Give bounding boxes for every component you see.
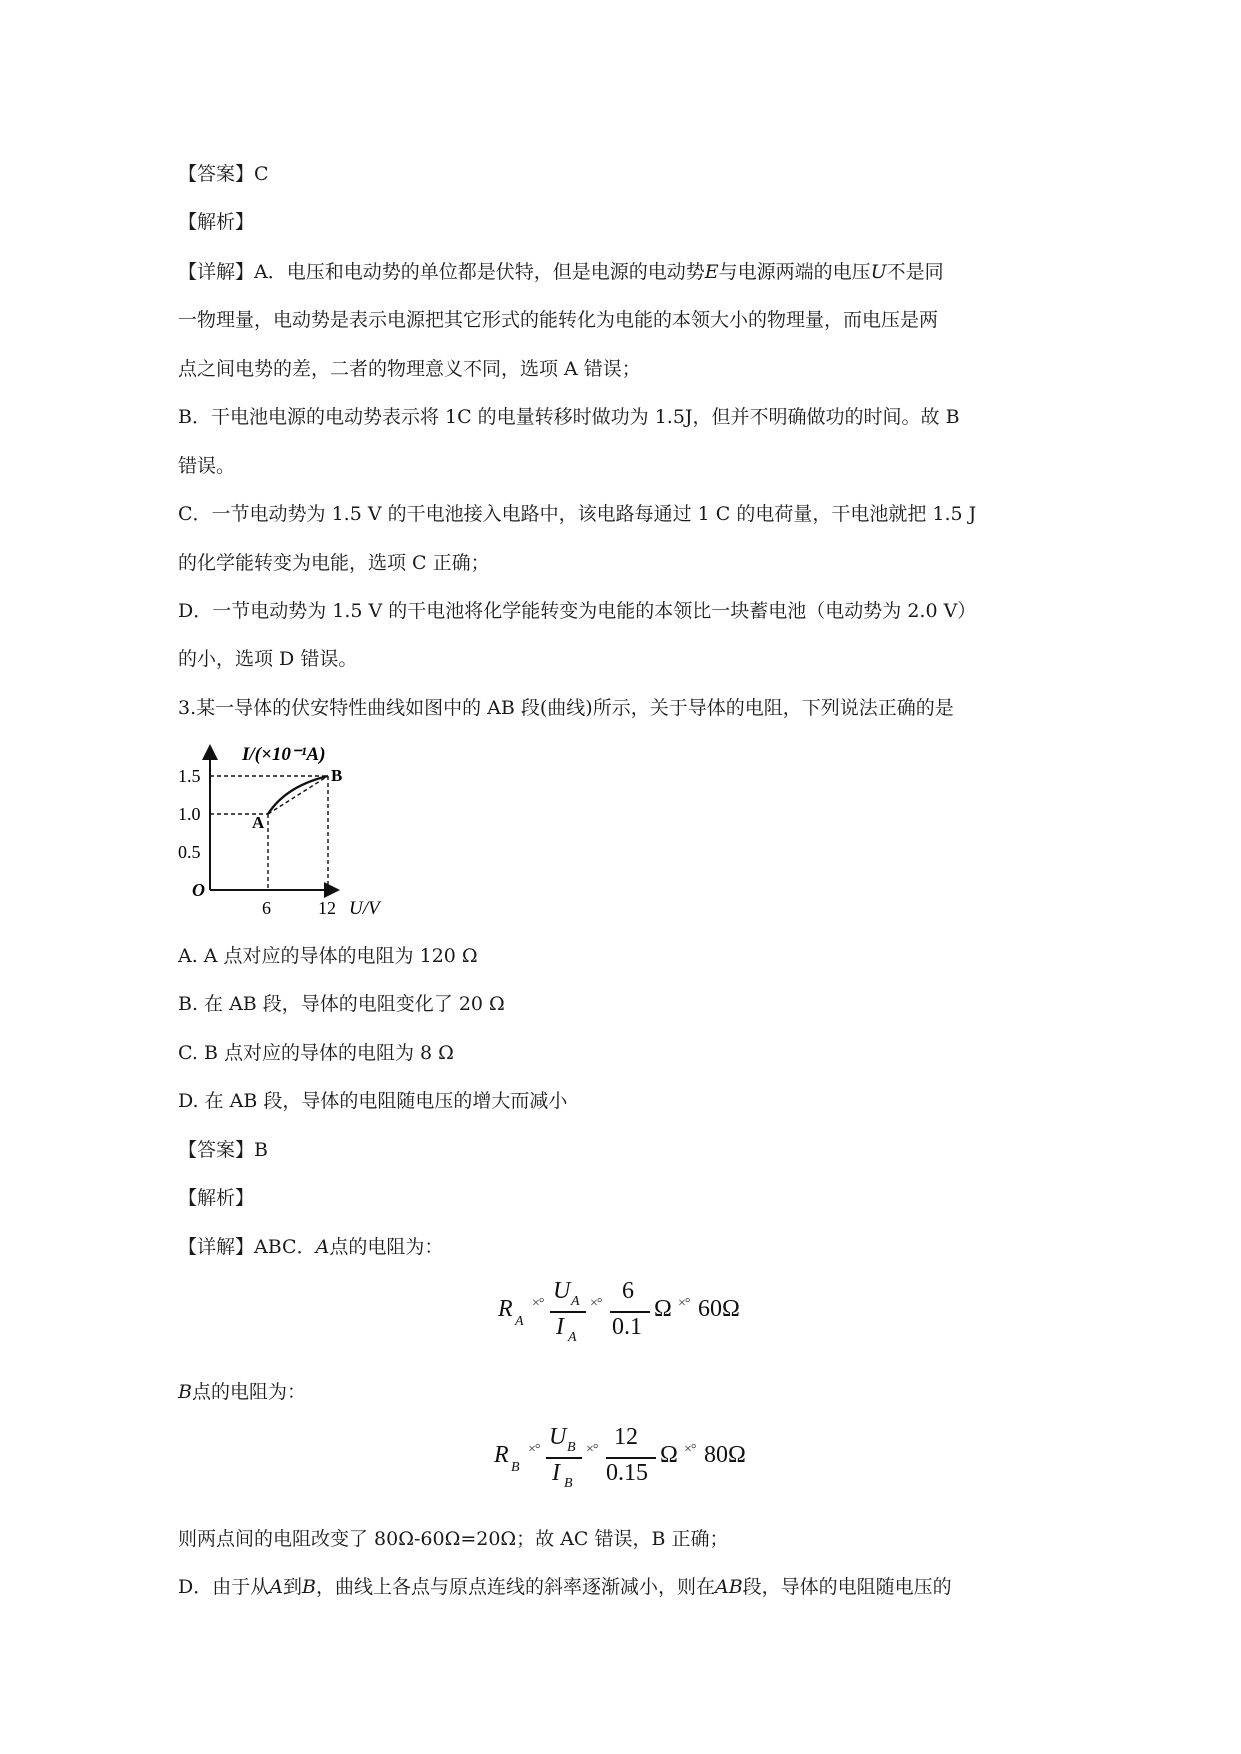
question-3: 3.某一导体的伏安特性曲线如图中的 AB 段(曲线)所示，关于导体的电阻，下列说法正确的是 (178, 697, 954, 719)
origin-label: O (192, 880, 205, 900)
x-axis-label: U/V (349, 898, 380, 919)
detail-1-line-4: B．干电池电源的电动势表示将 1C 的电量转移时做功为 1.5J，但并不明确做功的时间。故 B (178, 406, 960, 428)
answer-label-2: 【答案】B (178, 1139, 268, 1161)
answer-label-1: 【答案】C (178, 163, 269, 185)
fraction-bar (606, 1457, 656, 1459)
y-axis-label: I/(×10⁻¹A) (242, 744, 326, 765)
iv-characteristic-graph (178, 738, 388, 923)
detail-1-line-7: 的化学能转变为电能，选项 C 正确； (178, 552, 490, 574)
option-a: A. A 点对应的导体的电阻为 120 Ω (178, 945, 478, 967)
detail-2-line-1: 【详解】ABC．A点的电阻为： (178, 1236, 444, 1258)
y-tick-1-0: 1.0 (178, 804, 201, 824)
detail-2-line-3: 则两点间的电阻改变了 80Ω-60Ω=20Ω；故 AC 错误，B 正确； (178, 1528, 729, 1550)
detail-1-line-1: 【详解】A．电压和电动势的单位都是伏特，但是电源的电动势E与电源两端的电压U不是同 (178, 261, 944, 283)
y-tick-1-5: 1.5 (178, 766, 201, 786)
formula-resistance-a: R A ×° U A I A ×° 6 0.1 Ω ×° 60Ω (498, 1278, 740, 1345)
detail-1-line-2: 一物理量，电动势是表示电源把其它形式的能转化为电能的本领大小的物理量，而电压是两 (178, 309, 939, 331)
detail-2-line-2: B点的电阻为： (178, 1381, 306, 1403)
option-c: C. B 点对应的导体的电阻为 8 Ω (178, 1042, 454, 1064)
equals-sign: ×° (586, 1442, 598, 1457)
equals-sign: ×° (590, 1296, 602, 1311)
detail-1-line-5: 错误。 (178, 455, 236, 477)
analysis-label-1: 【解析】 (178, 211, 255, 233)
point-b-label: B (331, 766, 343, 785)
chord-ab (268, 776, 328, 814)
fraction-bar (546, 1457, 582, 1459)
fraction-bar (610, 1311, 650, 1313)
analysis-label-2: 【解析】 (178, 1187, 255, 1209)
equals-sign: ×° (678, 1296, 690, 1311)
point-a-label: A (252, 813, 265, 832)
equals-sign: ×° (684, 1442, 696, 1457)
detail-1-line-8: D．一节电动势为 1.5 V 的干电池将化学能转变为电能的本领比一块蓄电池（电动势为 2.0 V） (178, 600, 977, 622)
x-tick-6: 6 (262, 898, 271, 918)
equals-sign: ×° (532, 1296, 544, 1311)
x-tick-12: 12 (318, 898, 336, 918)
option-d: D. 在 AB 段，导体的电阻随电压的增大而减小 (178, 1090, 568, 1112)
y-tick-0-5: 0.5 (178, 842, 201, 862)
fraction-bar (550, 1311, 586, 1313)
detail-1-line-6: C．一节电动势为 1.5 V 的干电池接入电路中，该电路每通过 1 C 的电荷量，干电池就把 1.5 J (178, 503, 977, 525)
detail-1-line-9: 的小，选项 D 错误。 (178, 648, 358, 670)
equals-sign: ×° (528, 1442, 540, 1457)
formula-resistance-b: R B ×° U B I B ×° 12 0.15 Ω ×° 80Ω (494, 1424, 746, 1491)
detail-1-line-3: 点之间电势的差，二者的物理意义不同，选项 A 错误； (178, 358, 641, 380)
detail-2-line-4: D．由于从A到B，曲线上各点与原点连线的斜率逐渐减小，则在AB段，导体的电阻随电压的 (178, 1576, 952, 1598)
option-b: B. 在 AB 段，导体的电阻变化了 20 Ω (178, 993, 505, 1015)
